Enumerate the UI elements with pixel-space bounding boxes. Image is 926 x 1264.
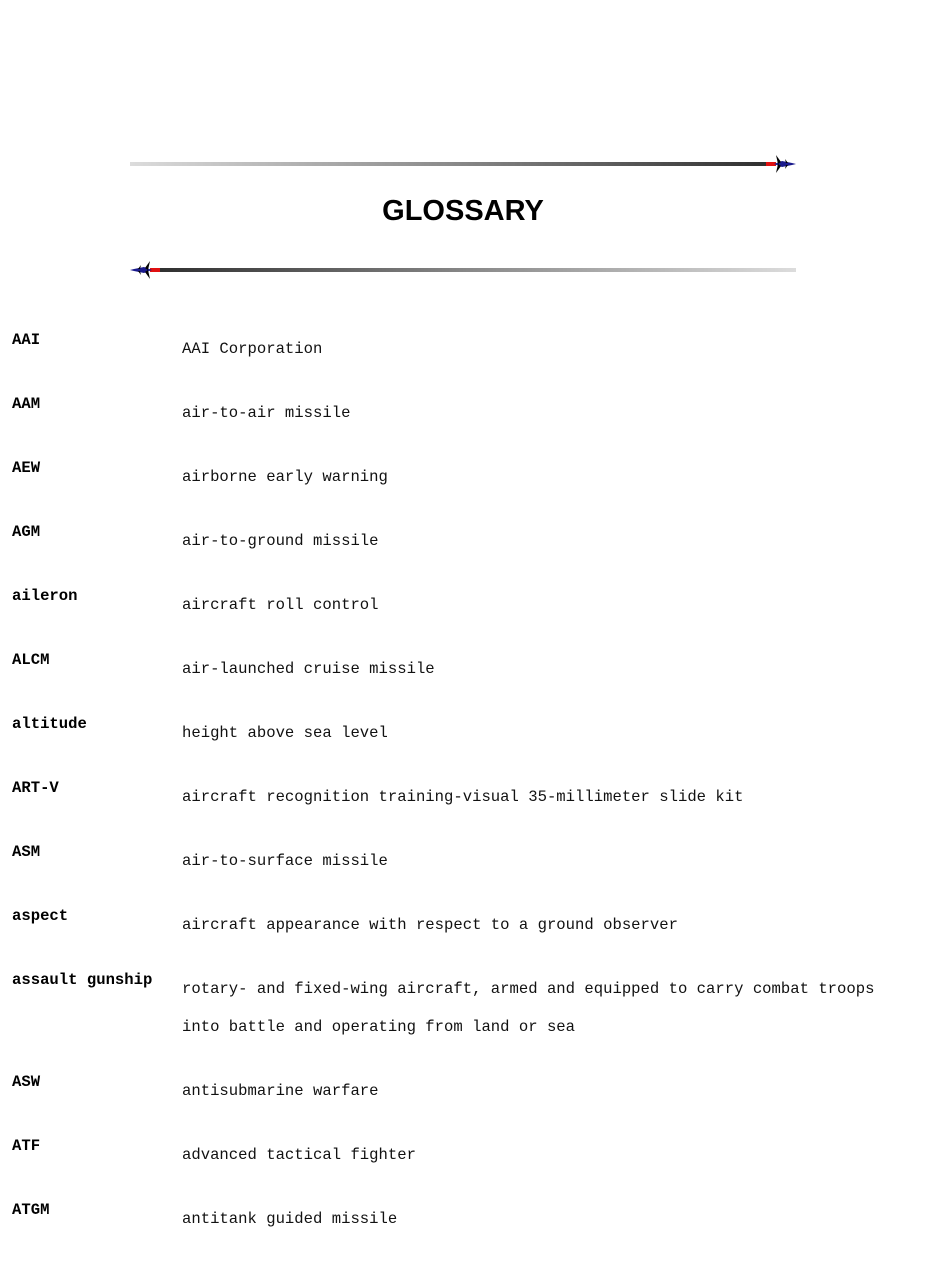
glossary-definition: air-launched cruise missile	[182, 660, 435, 678]
glossary-entry	[12, 906, 912, 944]
glossary-definition: aircraft recognition training-visual 35-millimeter slide kit	[182, 788, 744, 806]
top-decorative-rule	[130, 158, 796, 170]
glossary-term: AGM	[12, 523, 41, 541]
glossary-entry	[12, 394, 912, 432]
jet-aircraft-icon	[766, 155, 796, 173]
glossary-entry	[12, 650, 912, 688]
glossary-definition: aircraft appearance with respect to a ground observer	[182, 916, 678, 934]
glossary-definition: rotary- and fixed-wing aircraft, armed and equipped to carry combat troops into battle and operating from land or sea	[182, 980, 875, 1036]
glossary-definition: height above sea level	[182, 724, 388, 742]
glossary-entry	[12, 778, 912, 816]
glossary-entry	[12, 970, 912, 1046]
glossary-term: ART-V	[12, 779, 59, 797]
glossary-definition: aircraft roll control	[182, 596, 379, 614]
glossary-entry	[12, 1200, 912, 1238]
glossary-entry	[12, 1072, 912, 1110]
glossary-term: ASW	[12, 1073, 41, 1091]
glossary-entry	[12, 522, 912, 560]
glossary-definition: air-to-air missile	[182, 404, 351, 422]
glossary-entry	[12, 458, 912, 496]
glossary-entry	[12, 1136, 912, 1174]
jet-aircraft-icon	[130, 261, 160, 279]
glossary-term: aileron	[12, 587, 78, 605]
page-title: GLOSSARY	[382, 195, 544, 227]
glossary-term: ATF	[12, 1137, 41, 1155]
glossary-definition: airborne early warning	[182, 468, 388, 486]
glossary-definition: air-to-ground missile	[182, 532, 379, 550]
glossary-definition: advanced tactical fighter	[182, 1146, 416, 1164]
glossary-definition: AAI Corporation	[182, 340, 323, 358]
glossary-term: altitude	[12, 715, 87, 733]
glossary-term: aspect	[12, 907, 69, 925]
glossary-term: assault gunship	[12, 971, 153, 989]
glossary-term: AAM	[12, 395, 41, 413]
glossary-entry	[12, 330, 912, 368]
glossary-definition: antisubmarine warfare	[182, 1082, 379, 1100]
glossary-definition: air-to-surface missile	[182, 852, 388, 870]
glossary-entry	[12, 842, 912, 880]
glossary-definition: antitank guided missile	[182, 1210, 398, 1228]
glossary-term: ALCM	[12, 651, 50, 669]
glossary-term: AAI	[12, 331, 41, 349]
bottom-decorative-rule	[130, 264, 796, 276]
glossary-term: ATGM	[12, 1201, 50, 1219]
glossary-entry	[12, 586, 912, 624]
glossary-list	[12, 331, 912, 1264]
glossary-term: ASM	[12, 843, 41, 861]
glossary-entry	[12, 714, 912, 752]
glossary-term: AEW	[12, 459, 41, 477]
